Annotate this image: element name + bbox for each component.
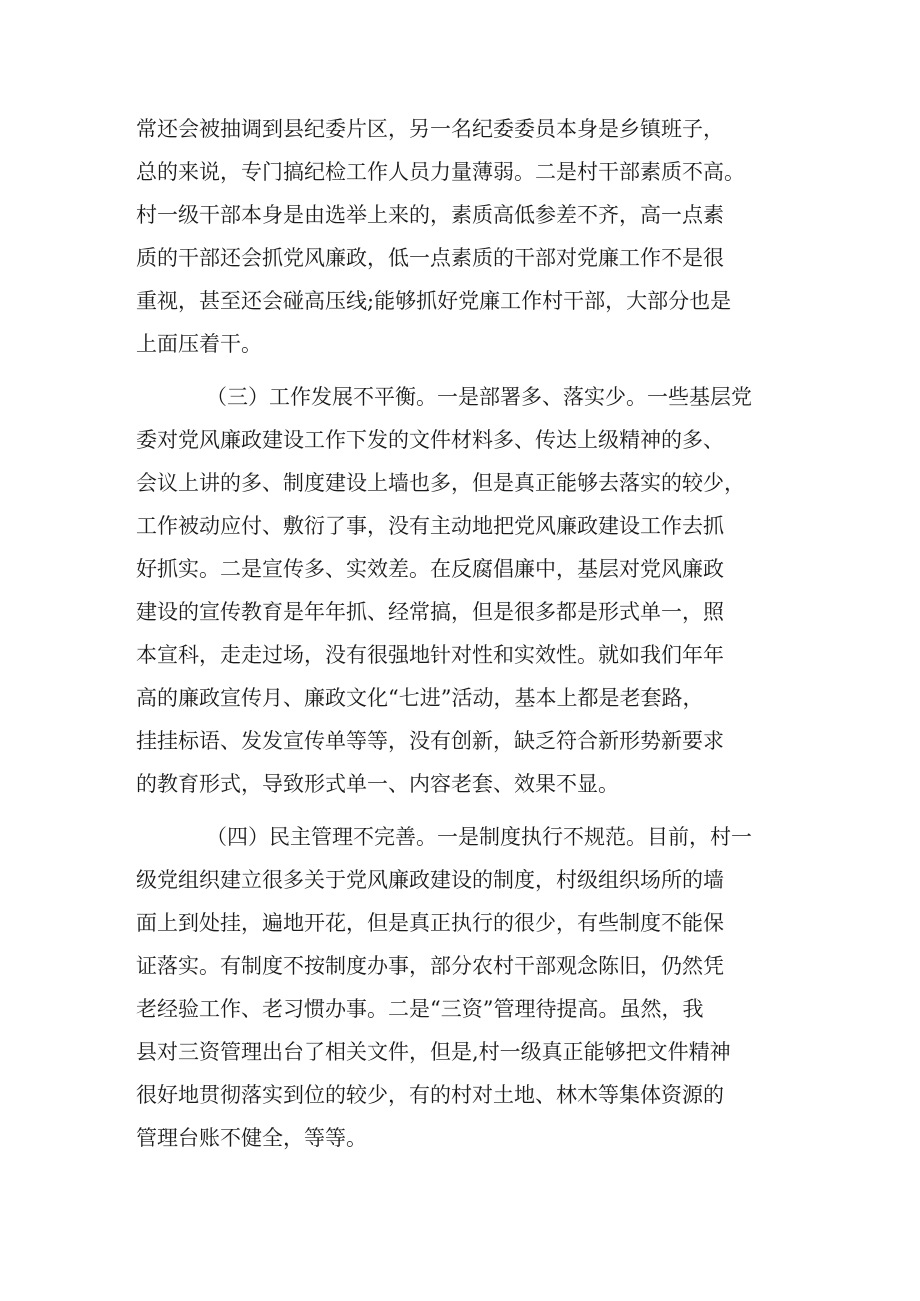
text-line: 村一级干部本身是由选举上来的，素质高低参差不齐，高一点素 bbox=[136, 203, 724, 227]
text-line: 本宣科，走走过场，没有很强地针对性和实效性。就如我们年年 bbox=[136, 643, 724, 667]
text-line: 级党组织建立很多关于党风廉政建设的制度，村级组织场所的墙 bbox=[136, 868, 724, 892]
paragraph-2 bbox=[136, 376, 796, 806]
text-line: 县对三资管理出台了相关文件，但是,村一级真正能够把文件精神 bbox=[136, 1040, 731, 1064]
text-line: 质的干部还会抓党风廉政，低一点素质的干部对党廉工作不是很 bbox=[136, 246, 724, 270]
text-line: 好抓实。二是宣传多、实效差。在反腐倡廉中，基层对党风廉政 bbox=[136, 557, 724, 581]
text-line: 会议上讲的多、制度建设上墙也多，但是真正能够去落实的较少， bbox=[136, 471, 745, 495]
text-line: 面上到处挂，遍地开花，但是真正执行的很少，有些制度不能保 bbox=[136, 911, 724, 935]
text-line: 上面压着干。 bbox=[136, 332, 262, 356]
text-line: 挂挂标语、发发宣传单等等，没有创新，缺乏符合新形势新要求 bbox=[136, 729, 724, 753]
text-line: 的教育形式，导致形式单一、内容老套、效果不显。 bbox=[136, 772, 619, 796]
text-line: 总的来说，专门搞纪检工作人员力量薄弱。二是村干部素质不高。 bbox=[136, 160, 745, 184]
text-line: 委对党风廉政建设工作下发的文件材料多、传达上级精神的多、 bbox=[136, 428, 724, 452]
text-line-heading: （三）工作发展不平衡。一是部署多、落实少。一些基层党 bbox=[206, 385, 752, 409]
text-line: 管理台账不健全，等等。 bbox=[136, 1126, 367, 1150]
text-line: 常还会被抽调到县纪委片区，另一名纪委委员本身是乡镇班子， bbox=[136, 117, 724, 141]
text-line: 工作被动应付、敷衍了事，没有主动地把党风廉政建设工作去抓 bbox=[136, 514, 724, 538]
text-line: 高的廉政宣传月、廉政文化“七进”活动，基本上都是老套路， bbox=[136, 686, 704, 710]
paragraph-1 bbox=[136, 108, 796, 366]
text-line: 证落实。有制度不按制度办事，部分农村干部观念陈旧，仍然凭 bbox=[136, 954, 724, 978]
text-line: 老经验工作、老习惯办事。二是“三资”管理待提高。虽然，我 bbox=[136, 997, 704, 1021]
text-line: 很好地贯彻落实到位的较少，有的村对土地、林木等集体资源的 bbox=[136, 1083, 724, 1107]
text-line-heading: （四）民主管理不完善。一是制度执行不规范。目前，村一 bbox=[206, 825, 752, 849]
text-line: 重视，甚至还会碰高压线;能够抓好党廉工作村干部，大部分也是 bbox=[136, 289, 732, 313]
paragraph-3 bbox=[136, 816, 796, 1160]
text-line: 建设的宣传教育是年年抓、经常搞，但是很多都是形式单一，照 bbox=[136, 600, 724, 624]
